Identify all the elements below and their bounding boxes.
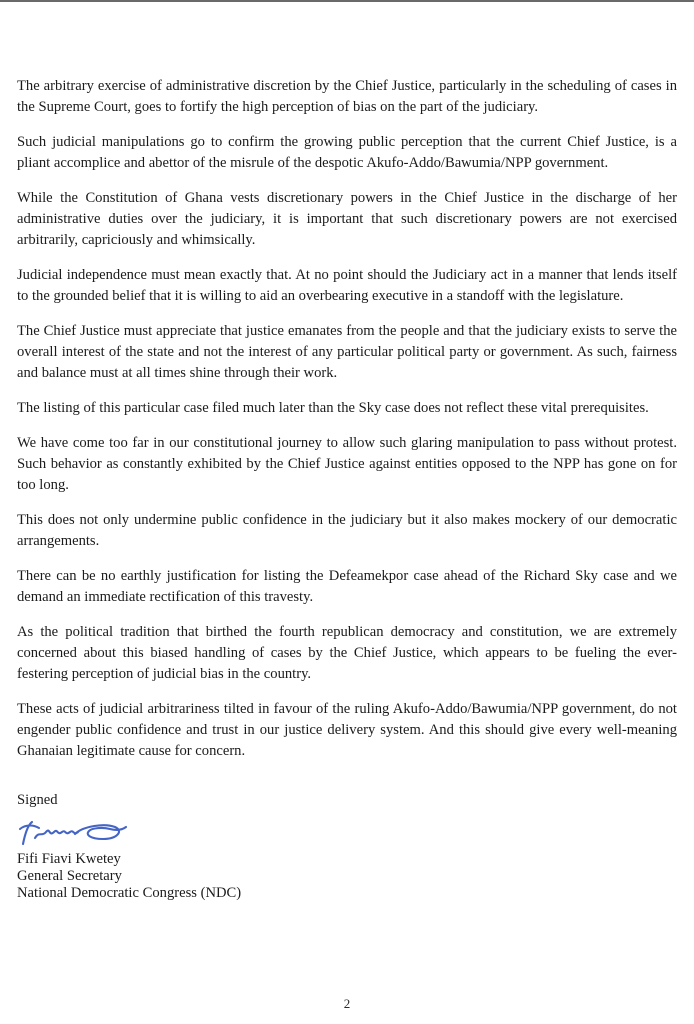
paragraph: The Chief Justice must appreciate that justice emanates from the people and that the judiciary exists to serve the overall interest of the state and not the interest of any particular political party or government. As such, fairness and balance must at all times shine through their work. (17, 323, 677, 381)
paragraph: The arbitrary exercise of administrative discretion by the Chief Justice, particularly in the scheduling of cases in the Supreme Court, goes to fortify the high perception of bias on the part of the judiciary. (17, 78, 677, 115)
handwritten-signature-icon (17, 817, 129, 849)
paragraph: These acts of judicial arbitrariness tilted in favour of the ruling Akufo-Addo/Bawumia/NPP government, do not engender public confidence and trust in our justice delivery system. And this should give every well-meaning Ghanaian legitimate cause for concern. (17, 701, 677, 759)
signature-block (17, 792, 677, 902)
signatory-title: General Secretary (17, 868, 122, 884)
document-body (0, 2, 694, 902)
paragraph: While the Constitution of Ghana vests discretionary powers in the Chief Justice in the discharge of her administrative duties over the judiciary, it is important that such discretionary powers are not exercised arbitrarily, capriciously and whimsically. (17, 190, 677, 248)
paragraph: There can be no earthly justification for listing the Defeamekpor case ahead of the Richard Sky case and we demand an immediate rectification of this travesty. (17, 568, 677, 605)
paragraph: This does not only undermine public confidence in the judiciary but it also makes mockery of our democratic arrangements. (17, 512, 677, 549)
paragraph: We have come too far in our constitutional journey to allow such glaring manipulation to pass without protest. Such behavior as constantly exhibited by the Chief Justice against entities opposed to the NPP has gone on for too long. (17, 435, 677, 493)
signatory-organization: National Democratic Congress (NDC) (17, 885, 242, 901)
paragraph: As the political tradition that birthed the fourth republican democracy and constitution, we are extremely concerned about this biased handling of cases by the Chief Justice, which appears to be fueling the ever-festering perception of judicial bias in the country. (17, 624, 677, 682)
signed-label: Signed (17, 792, 58, 808)
page-number: 2 (343, 996, 351, 1011)
paragraph: Judicial independence must mean exactly that. At no point should the Judiciary act in a manner that lends itself to the grounded belief that it is willing to aid an overbearing executive in a standoff with the legislature. (17, 267, 677, 304)
paragraph: The listing of this particular case filed much later than the Sky case does not reflect these vital prerequisites. (17, 400, 649, 416)
paragraph: Such judicial manipulations go to confirm the growing public perception that the current Chief Justice, is a pliant accomplice and abettor of the misrule of the despotic Akufo-Addo/Bawumia/NPP government. (17, 134, 677, 171)
signatory-name: Fifi Fiavi Kwetey (17, 851, 121, 867)
